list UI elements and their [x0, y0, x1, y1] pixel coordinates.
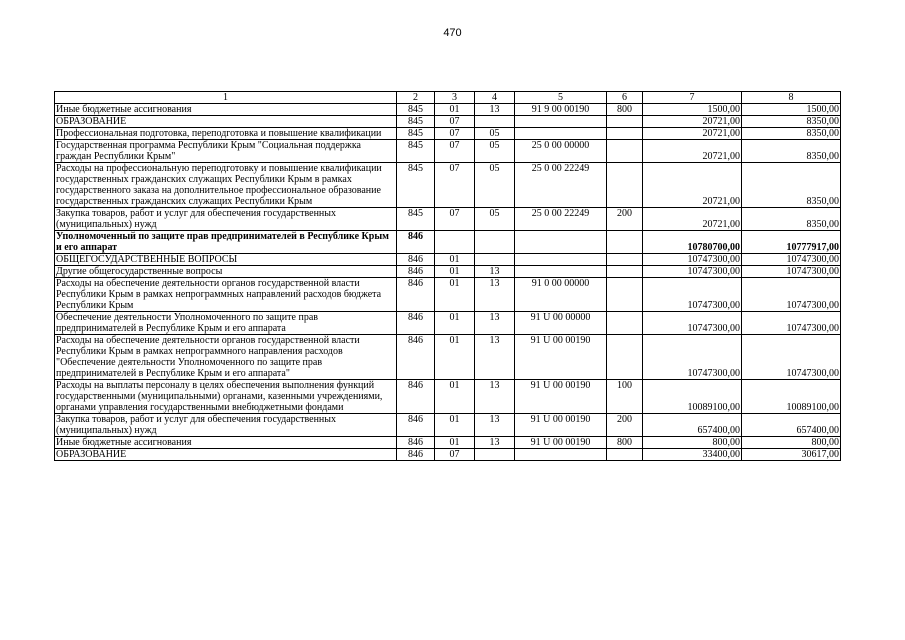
target-article-cell: 25 0 00 22249	[515, 208, 607, 231]
expense-type-cell	[607, 116, 643, 128]
row-name-cell: Профессиональная подготовка, переподготовка и повышение квалификации	[55, 128, 397, 140]
code-cell: 845	[397, 163, 435, 208]
target-article-cell: 91 9 00 00190	[515, 104, 607, 116]
header-cell: 6	[607, 92, 643, 104]
section-cell: 01	[435, 278, 475, 312]
subsection-cell: 13	[475, 380, 515, 414]
subsection-cell: 13	[475, 437, 515, 449]
section-cell: 07	[435, 208, 475, 231]
header-cell: 7	[643, 92, 742, 104]
expense-type-cell	[607, 163, 643, 208]
code-cell: 846	[397, 231, 435, 254]
row-name-cell: Расходы на обеспечение деятельности органов государственной власти Республики Крым в рамках непрограммных направлений расходов бюджета Республики Крым	[55, 278, 397, 312]
amount-cell: 657400,00	[742, 414, 841, 437]
section-cell: 01	[435, 437, 475, 449]
target-article-cell: 91 U 00 00190	[515, 380, 607, 414]
code-cell: 846	[397, 380, 435, 414]
section-cell: 01	[435, 380, 475, 414]
row-name-cell: Государственная программа Республики Крым "Социальная поддержка граждан Республики Крым"	[55, 140, 397, 163]
amount-cell: 10747300,00	[742, 254, 841, 266]
section-cell: 07	[435, 449, 475, 461]
table-row	[55, 163, 841, 208]
code-cell: 845	[397, 104, 435, 116]
expense-type-cell	[607, 312, 643, 335]
subsection-cell: 13	[475, 335, 515, 380]
target-article-cell	[515, 128, 607, 140]
expense-type-cell: 100	[607, 380, 643, 414]
expense-type-cell	[607, 128, 643, 140]
table-row	[55, 437, 841, 449]
subsection-cell	[475, 254, 515, 266]
subsection-cell: 13	[475, 414, 515, 437]
amount-cell: 20721,00	[643, 140, 742, 163]
table-row	[55, 449, 841, 461]
section-cell: 01	[435, 104, 475, 116]
subsection-cell: 13	[475, 278, 515, 312]
amount-cell: 10747300,00	[643, 266, 742, 278]
header-cell: 8	[742, 92, 841, 104]
target-article-cell	[515, 254, 607, 266]
subsection-cell: 05	[475, 128, 515, 140]
amount-cell: 8350,00	[742, 163, 841, 208]
table-row	[55, 208, 841, 231]
table-row	[55, 414, 841, 437]
table-row	[55, 278, 841, 312]
table-row	[55, 266, 841, 278]
amount-cell: 8350,00	[742, 208, 841, 231]
amount-cell: 8350,00	[742, 140, 841, 163]
amount-cell: 33400,00	[643, 449, 742, 461]
amount-cell: 800,00	[643, 437, 742, 449]
target-article-cell	[515, 449, 607, 461]
target-article-cell	[515, 266, 607, 278]
table-row	[55, 312, 841, 335]
amount-cell: 10089100,00	[643, 380, 742, 414]
subsection-cell: 13	[475, 312, 515, 335]
expense-type-cell	[607, 266, 643, 278]
section-cell: 01	[435, 254, 475, 266]
amount-cell: 1500,00	[643, 104, 742, 116]
section-cell: 01	[435, 312, 475, 335]
table-row	[55, 231, 841, 254]
section-cell: 01	[435, 266, 475, 278]
header-cell: 4	[475, 92, 515, 104]
table-row	[55, 116, 841, 128]
amount-cell: 657400,00	[643, 414, 742, 437]
section-cell: 01	[435, 335, 475, 380]
section-cell: 07	[435, 128, 475, 140]
row-name-cell: Иные бюджетные ассигнования	[55, 104, 397, 116]
expense-type-cell	[607, 335, 643, 380]
target-article-cell: 91 U 00 00190	[515, 437, 607, 449]
row-name-cell: ОБЩЕГОСУДАРСТВЕННЫЕ ВОПРОСЫ	[55, 254, 397, 266]
header-cell: 5	[515, 92, 607, 104]
amount-cell: 1500,00	[742, 104, 841, 116]
amount-cell: 10747300,00	[742, 266, 841, 278]
header-cell: 1	[55, 92, 397, 104]
target-article-cell: 25 0 00 22249	[515, 163, 607, 208]
expense-type-cell	[607, 140, 643, 163]
code-cell: 845	[397, 208, 435, 231]
row-name-cell: Расходы на профессиональную переподготовку и повышение квалификации государственных гражданских служащих Республики Крым в рамках государственного заказа на дополнительное профессиональное образование государственных гражданских служащих Республики Крым	[55, 163, 397, 208]
row-name-cell: Закупка товаров, работ и услуг для обеспечения государственных (муниципальных) нужд	[55, 414, 397, 437]
amount-cell: 10747300,00	[643, 335, 742, 380]
code-cell: 846	[397, 312, 435, 335]
amount-cell: 10747300,00	[643, 312, 742, 335]
subsection-cell: 05	[475, 163, 515, 208]
target-article-cell: 25 0 00 00000	[515, 140, 607, 163]
section-cell: 07	[435, 140, 475, 163]
code-cell: 845	[397, 116, 435, 128]
expense-type-cell: 800	[607, 104, 643, 116]
amount-cell: 10747300,00	[643, 254, 742, 266]
code-cell: 846	[397, 266, 435, 278]
amount-cell: 20721,00	[643, 128, 742, 140]
code-cell: 846	[397, 254, 435, 266]
target-article-cell: 91 0 00 00000	[515, 278, 607, 312]
table-row	[55, 254, 841, 266]
header-cell: 3	[435, 92, 475, 104]
amount-cell: 10777917,00	[742, 231, 841, 254]
code-cell: 845	[397, 140, 435, 163]
row-name-cell: ОБРАЗОВАНИЕ	[55, 449, 397, 461]
subsection-cell: 05	[475, 208, 515, 231]
subsection-cell	[475, 231, 515, 254]
row-name-cell: Уполномоченный по защите прав предпринимателей в Республике Крым и его аппарат	[55, 231, 397, 254]
amount-cell: 10747300,00	[742, 312, 841, 335]
header-row	[55, 92, 841, 104]
section-cell	[435, 231, 475, 254]
expense-type-cell: 800	[607, 437, 643, 449]
amount-cell: 20721,00	[643, 163, 742, 208]
expense-type-cell	[607, 254, 643, 266]
expense-type-cell	[607, 278, 643, 312]
subsection-cell: 13	[475, 104, 515, 116]
code-cell: 846	[397, 278, 435, 312]
table-row	[55, 380, 841, 414]
target-article-cell: 91 U 00 00190	[515, 414, 607, 437]
expense-type-cell: 200	[607, 414, 643, 437]
subsection-cell	[475, 449, 515, 461]
row-name-cell: ОБРАЗОВАНИЕ	[55, 116, 397, 128]
expense-type-cell	[607, 231, 643, 254]
row-name-cell: Иные бюджетные ассигнования	[55, 437, 397, 449]
expense-type-cell: 200	[607, 208, 643, 231]
table-row	[55, 140, 841, 163]
header-cell: 2	[397, 92, 435, 104]
budget-table	[54, 91, 841, 461]
section-cell: 07	[435, 163, 475, 208]
amount-cell: 10747300,00	[643, 278, 742, 312]
table-body	[55, 92, 841, 461]
target-article-cell: 91 U 00 00000	[515, 312, 607, 335]
amount-cell: 8350,00	[742, 128, 841, 140]
amount-cell: 8350,00	[742, 116, 841, 128]
amount-cell: 800,00	[742, 437, 841, 449]
subsection-cell: 13	[475, 266, 515, 278]
row-name-cell: Расходы на выплаты персоналу в целях обеспечения выполнения функций государственными (муниципальными) органами, казенными учреждениями, органами управления государственными внебюджетными фондами	[55, 380, 397, 414]
amount-cell: 10089100,00	[742, 380, 841, 414]
row-name-cell: Расходы на обеспечение деятельности органов государственной власти Республики Крым в рамках непрограммного направления расходов "Обеспечение деятельности Уполномоченного по защите прав предпринимателей в Республике Крым и его аппарата"	[55, 335, 397, 380]
page-number: 470	[443, 27, 462, 39]
code-cell: 845	[397, 128, 435, 140]
section-cell: 07	[435, 116, 475, 128]
code-cell: 846	[397, 414, 435, 437]
amount-cell: 10747300,00	[742, 278, 841, 312]
section-cell: 01	[435, 414, 475, 437]
amount-cell: 20721,00	[643, 208, 742, 231]
amount-cell: 10747300,00	[742, 335, 841, 380]
expense-type-cell	[607, 449, 643, 461]
table-row	[55, 335, 841, 380]
target-article-cell	[515, 231, 607, 254]
subsection-cell	[475, 116, 515, 128]
row-name-cell: Обеспечение деятельности Уполномоченного по защите прав предпринимателей в Республике Крым и его аппарата	[55, 312, 397, 335]
amount-cell: 30617,00	[742, 449, 841, 461]
code-cell: 846	[397, 449, 435, 461]
subsection-cell: 05	[475, 140, 515, 163]
target-article-cell: 91 U 00 00190	[515, 335, 607, 380]
amount-cell: 20721,00	[643, 116, 742, 128]
row-name-cell: Закупка товаров, работ и услуг для обеспечения государственных (муниципальных) нужд	[55, 208, 397, 231]
table-row	[55, 104, 841, 116]
code-cell: 846	[397, 437, 435, 449]
table-row	[55, 128, 841, 140]
code-cell: 846	[397, 335, 435, 380]
amount-cell: 10780700,00	[643, 231, 742, 254]
target-article-cell	[515, 116, 607, 128]
row-name-cell: Другие общегосударственные вопросы	[55, 266, 397, 278]
